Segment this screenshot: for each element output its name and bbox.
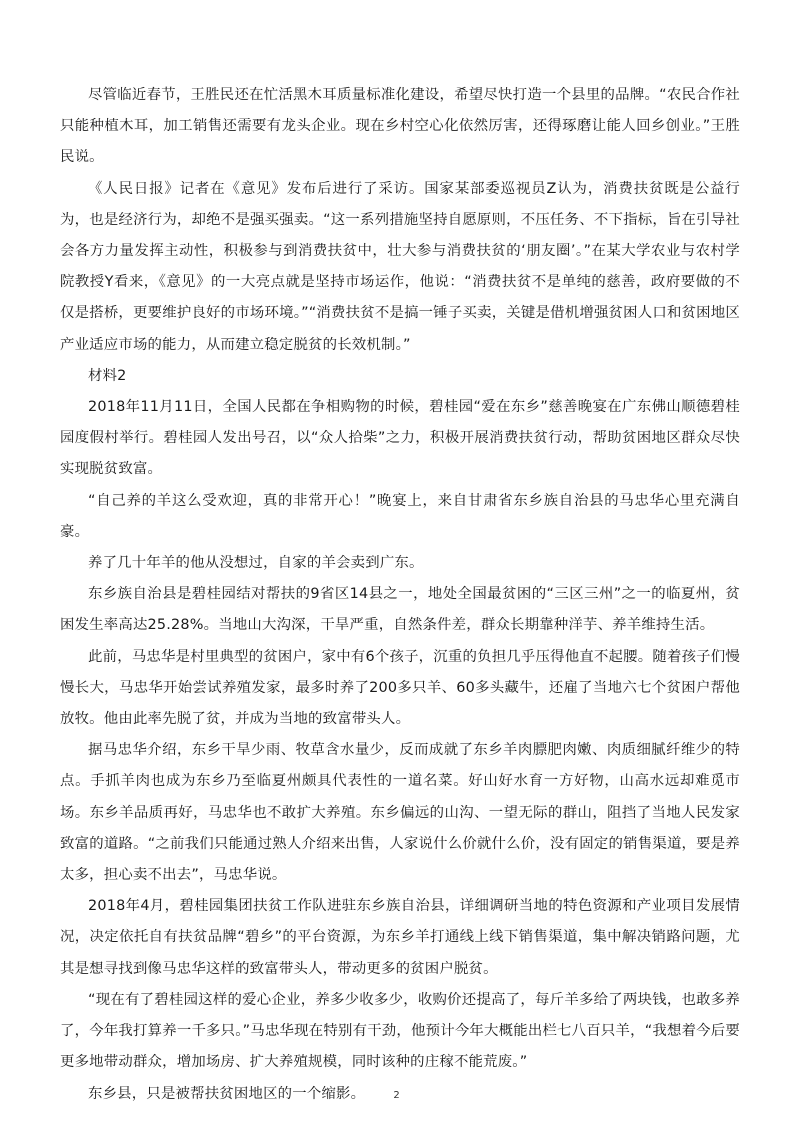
paragraph: 养了几十年羊的他从没想过，自家的羊会卖到广东。 [88, 555, 424, 572]
page-number: 2 [393, 1090, 400, 1101]
paragraph: 尽管临近春节，王胜民还在忙活黑木耳质量标准化建设，希望尽快打造一个县里的品牌。“农民合作社只能种植木耳，加工销售还需要有龙头企业。现在乡村空心化依然厉害，还得琢磨让能人回乡创业。”王胜民说。 [60, 87, 740, 166]
paragraph: 东乡县，只是被帮扶贫困地区的一个缩影。 [88, 1085, 366, 1102]
paragraph: 此前，马忠华是村里典型的贫困户，家中有6个孩子，沉重的负担几乎压得他直不起腰。随着孩子们慢慢长大，马忠华开始尝试养殖发家，最多时养了200多只羊、60多头藏牛，还雇了当地六七个贫困户帮他放牧。他由此率先脱了贫，并成为当地的致富带头人。 [60, 648, 740, 728]
paragraph: 东乡族自治县是碧桂园结对帮扶的9省区14县之一，地处全国最贫困的“三区三州”之一的临夏州，贫困发生率高达25.28%。当地山大沟深，干旱严重，自然条件差，群众长期靠种洋芋、养羊维持生活。 [60, 586, 740, 634]
document-page [60, 80, 740, 1110]
paragraph: 《人民日报》记者在《意见》发布后进行了采访。国家某部委巡视员Z认为，消费扶贫既是公益行为，也是经济行为，却绝不是强买强卖。“这一系列措施坚持自愿原则，不压任务、不下指标，旨在引导社会各方力量发挥主动性，积极参与到消费扶贫中，壮大参与消费扶贫的‘朋友圈’。”在某大学农业与农村学院教授Y看来，《意见》的一大亮点就是坚持市场运作，他说：“消费扶贫不是单纯的慈善，政府要做的不仅是搭桥，更要维护良好的市场环境。”“消费扶贫不是搞一锤子买卖，关键是借机增强贫困人口和贫困地区产业适应市场的能力，从而建立稳定脱贫的长效机制。” [60, 180, 740, 353]
section-heading: 材料2 [88, 367, 127, 384]
paragraph: “自己养的羊这么受欢迎，真的非常开心！”晚宴上，来自甘肃省东乡族自治县的马忠华心里充满自豪。 [60, 492, 740, 540]
paragraph: “现在有了碧桂园这样的爱心企业，养多少收多少，收购价还提高了，每斤羊多给了两块钱，也敢多养了，今年我打算养一千多只。”马忠华现在特别有干劲，他预计今年大概能出栏七八百只羊，“我想着今后要更多地带动群众，增加场房、扩大养殖规模，同时该种的庄稼不能荒废。” [60, 991, 740, 1071]
paragraph: 据马忠华介绍，东乡干旱少雨、牧草含水量少，反而成就了东乡羊肉膘肥肉嫩、肉质细腻纤维少的特点。手抓羊肉也成为东乡乃至临夏州颇具代表性的一道名菜。好山好水育一方好物，山高水远却难觅市场。东乡羊品质再好，马忠华也不敢扩大养殖。东乡偏远的山沟、一望无际的群山，阻挡了当地人民发家致富的道路。“之前我们只能通过熟人介绍来出售，人家说什么价就什么价，没有固定的销售渠道，要是养太多，担心卖不出去”，马忠华说。 [60, 742, 740, 884]
paragraph: 2018年11月11日，全国人民都在争相购物的时候，碧桂园“爱在东乡”慈善晚宴在广东佛山顺德碧桂园度假村举行。碧桂园人发出号召，以“众人拾柴”之力，积极开展消费扶贫行动，帮助贫困地区群众尽快实现脱贫致富。 [60, 399, 740, 478]
paragraph: 2018年4月，碧桂园集团扶贫工作队进驻东乡族自治县，详细调研当地的特色资源和产业项目发展情况，决定依托自有扶贫品牌“碧乡”的平台资源，为东乡羊打通线上线下销售渠道，集中解决销路问题，尤其是想寻找到像马忠华这样的致富带头人，带动更多的贫困户脱贫。 [60, 898, 740, 977]
